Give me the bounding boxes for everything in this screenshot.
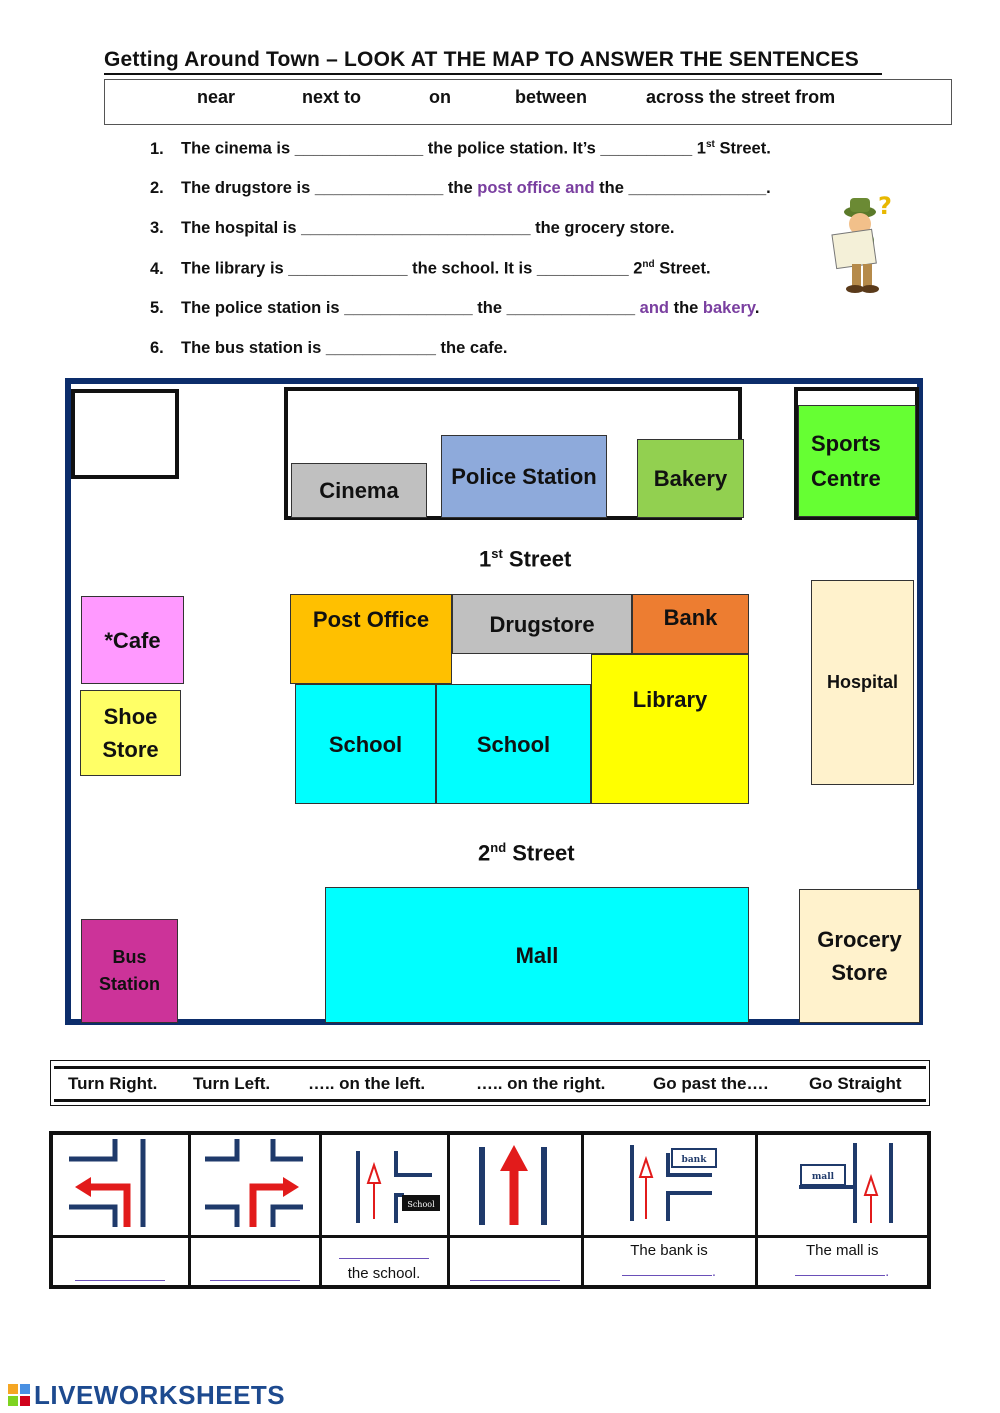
word-bank-item: near [197, 87, 236, 107]
answer-cell[interactable] [189, 1237, 320, 1288]
sports-centre: Sports Centre [798, 405, 916, 517]
turn-left-diagram [55, 1135, 185, 1231]
school-left: School [295, 684, 436, 804]
word-bank-item: on [429, 87, 451, 107]
bank-sign: bank [681, 1155, 707, 1165]
turn-right-diagram [193, 1135, 317, 1231]
town-map [65, 378, 923, 1025]
go-straight-diagram [452, 1135, 578, 1231]
picture-cell [756, 1133, 929, 1237]
liveworksheets-logo-text: LIVEWORKSHEETS [34, 1380, 286, 1410]
word-bank-item: across the street from [646, 87, 836, 107]
mall: Mall [325, 887, 749, 1023]
empty-lot [71, 389, 179, 479]
direction-phrase: Go past the…. [653, 1074, 769, 1093]
mall-sign: mall [812, 1172, 835, 1182]
question-6: 6. The bus station is ____________ the cafe. [150, 339, 508, 357]
direction-phrase: ….. on the right. [476, 1074, 606, 1093]
picture-cell [189, 1133, 320, 1237]
answer-blank[interactable] [795, 1275, 885, 1276]
question-1: 1. The cinema is ______________ the police station. It’s __________ 1st Street. [150, 139, 771, 158]
word-bank-item: between [515, 87, 588, 107]
school-sign: School [407, 1200, 435, 1209]
school-right: School [436, 684, 591, 804]
question-3: 3. The hospital is _________________________ the grocery store. [150, 219, 675, 237]
answer-cell[interactable]: The bank is . [582, 1237, 756, 1288]
direction-phrase: Turn Left. [193, 1074, 271, 1093]
grocery-store: Grocery Store [799, 889, 920, 1023]
word-bank-item: next to [302, 87, 362, 107]
cafe: *Cafe [81, 596, 184, 684]
answer-blank[interactable] [339, 1258, 429, 1259]
answer-text-bank: The bank is [630, 1242, 708, 1259]
answer-blank[interactable] [470, 1280, 560, 1281]
answer-blank[interactable] [75, 1280, 165, 1281]
bakery: Bakery [637, 439, 744, 518]
answer-cell[interactable] [320, 1237, 448, 1288]
picture-cell [320, 1133, 448, 1237]
answer-cell[interactable]: The mall is . [756, 1237, 929, 1288]
picture-cell [448, 1133, 582, 1237]
direction-phrase: Go Straight [809, 1074, 902, 1093]
confused-man-illustration [826, 188, 912, 300]
cinema: Cinema [291, 463, 427, 518]
svg-text:?: ? [878, 192, 892, 220]
answer-text-mall: The mall is [805, 1242, 879, 1259]
answer-cell[interactable] [448, 1237, 582, 1288]
direction-phrase: Turn Right. [68, 1074, 158, 1093]
question-4: 4. The library is _____________ the school. It is __________ 2nd Street. [150, 259, 711, 278]
police-station: Police Station [441, 435, 607, 518]
street-label-2nd: 2nd Street [478, 840, 575, 866]
drugstore: Drugstore [452, 594, 632, 654]
hospital: Hospital [811, 580, 914, 785]
liveworksheets-logo-icon [6, 1382, 36, 1408]
picture-cell [582, 1133, 756, 1237]
question-5: 5. The police station is ______________ the ______________ and the bakery. [150, 299, 760, 317]
answer-blank[interactable] [622, 1275, 712, 1276]
bus-station: Bus Station [81, 919, 178, 1023]
title-underline [104, 73, 882, 75]
question-2: 2. The drugstore is ______________ the post office and the _______________. [150, 179, 771, 197]
answer-text-school: the school. [347, 1265, 421, 1282]
street-label-1st: 1st Street [479, 546, 572, 572]
direction-phrase: ….. on the left. [308, 1074, 426, 1093]
answer-blank[interactable] [210, 1280, 300, 1281]
page-title: Getting Around Town – LOOK AT THE MAP TO ANSWER THE SENTENCES [104, 48, 859, 71]
picture-cell [51, 1133, 189, 1237]
on-the-right-diagram [586, 1135, 752, 1231]
bank: Bank [632, 594, 749, 654]
directions-picture-grid [49, 1131, 931, 1289]
library: Library [591, 654, 749, 804]
answer-cell[interactable] [51, 1237, 189, 1288]
on-the-left-diagram [324, 1135, 444, 1231]
post-office: Post Office [290, 594, 452, 684]
shoe-store: Shoe Store [80, 690, 181, 776]
go-past-diagram [759, 1135, 925, 1231]
